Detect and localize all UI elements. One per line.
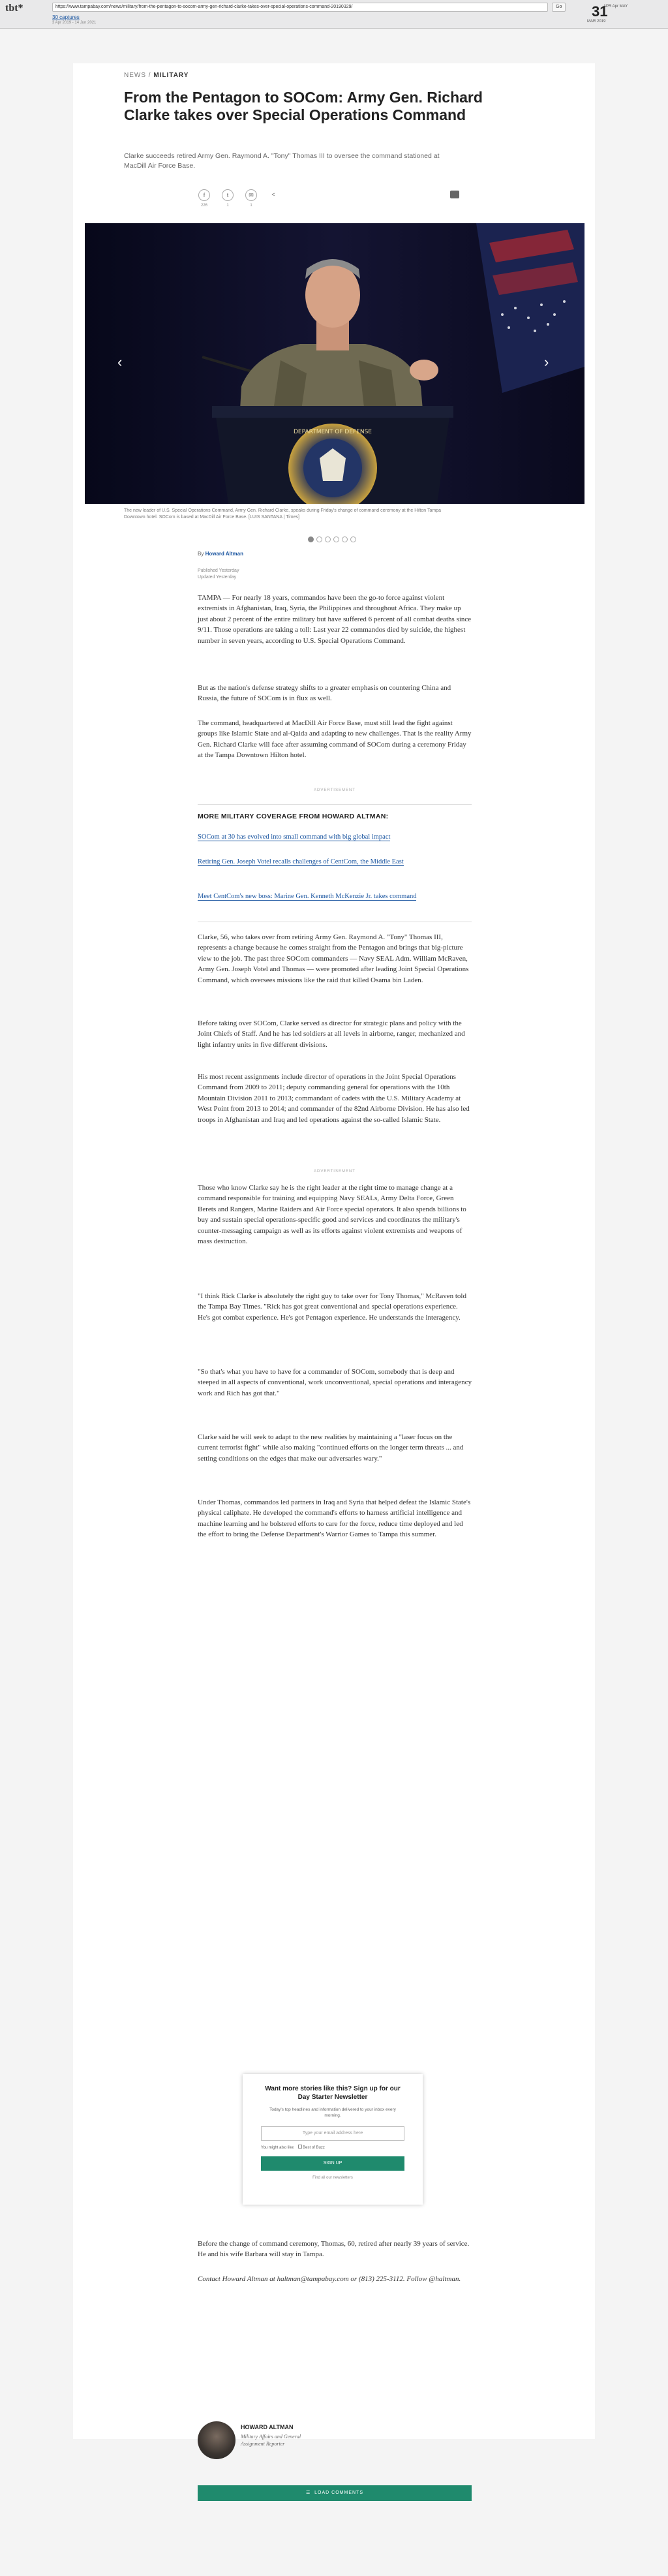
twitter-share[interactable] (221, 189, 234, 208)
breadcrumb: NEWS / MILITARY (124, 72, 189, 79)
option-value: Best of Buzz (303, 2146, 325, 2150)
newsletter-options (243, 2145, 423, 2150)
share-icon: < (271, 191, 275, 198)
article-paragraph: Before the change of command ceremony, Thomas, 60, retired after nearly 39 years of service. He and his wife Barbara will stay in Tampa. (198, 2240, 470, 2259)
slide-dot[interactable] (333, 536, 339, 542)
calendar-month-year: MAR 2019 (587, 20, 606, 23)
photo-caption: The new leader of U.S. Special Operations Command, Army Gen. Richard Clarke, speaks during Friday's change of command ceremony at the Hilton Tampa Downtown hotel. SOCom is based at MacDill Air Force Base. [LUIS SANTANA | Times] (124, 508, 441, 520)
article-paragraph: But as the nation's defense strategy shifts to a greater emphasis on countering China and Russia, the future of SOCom is in flux as well. (198, 684, 451, 703)
author-role: Military Affairs and General Assignment Reporter (241, 2434, 301, 2447)
link-text[interactable]: Retiring Gen. Joseph Votel recalls challenges of CentCom, the Middle East (198, 858, 404, 865)
twitter-count: 1 (226, 204, 229, 208)
captures-link[interactable]: 30 captures (52, 14, 80, 20)
facebook-icon: f (198, 189, 210, 201)
newsletter-signup (243, 2074, 423, 2205)
more-share[interactable] (267, 189, 280, 201)
archive-logo[interactable]: tbt* (5, 3, 23, 14)
capture-range: 3 Apr 2019 - 14 Jun 2021 (52, 21, 97, 25)
option-label: You might also like: (261, 2146, 295, 2150)
article-dek: Clarke succeeds retired Army Gen. Raymond A. "Tony" Thomas III to oversee the command stationed at MacDill Air Force Base. (124, 152, 440, 170)
publish-dates (198, 568, 239, 581)
link-text[interactable]: SOCom at 30 has evolved into small command with big global impact (198, 833, 391, 841)
article-paragraph: Before taking over SOCom, Clarke served as director for strategic plans and policy with the Joint Chiefs of Staff. And he has led soldiers at all levels in airborne, ranger, mechanized and light infantry units in five different divisions. (198, 1019, 465, 1049)
slide-dot[interactable] (308, 536, 314, 542)
twitter-icon: t (222, 189, 234, 201)
published-date: Published Yesterday (198, 568, 239, 573)
checkbox[interactable] (298, 2145, 302, 2149)
updated-date: Updated Yesterday (198, 575, 237, 580)
page-title: From the Pentagon to SOCom: Army Gen. Richard Clarke takes over Special Operations Command (124, 89, 483, 123)
email-count: 1 (250, 204, 252, 208)
facebook-share[interactable] (198, 189, 211, 208)
top-ad-strip (0, 29, 668, 62)
load-comments-label: LOAD COMMENTS (314, 2491, 363, 2495)
browser-toolbar (0, 0, 668, 29)
divider (198, 804, 472, 805)
slide-dot[interactable] (342, 536, 348, 542)
more-coverage-link[interactable] (198, 832, 472, 842)
more-coverage-link[interactable] (198, 857, 472, 867)
more-coverage-heading: MORE MILITARY COVERAGE FROM HOWARD ALTMAN: (198, 813, 389, 820)
signup-button[interactable]: SIGN UP (261, 2156, 404, 2171)
link-text[interactable]: Meet CentCom's new boss: Marine Gen. Kenneth McKenzie Jr. takes command (198, 893, 417, 900)
author-link[interactable]: Howard Altman (205, 551, 243, 557)
author-name[interactable]: HOWARD ALTMAN (241, 2424, 294, 2430)
facebook-count: 226 (200, 204, 207, 208)
ad-label: ADVERTISEMENT (314, 1170, 356, 1173)
podium-seal-text: DEPARTMENT OF DEFENSE (294, 429, 372, 435)
calendar-day[interactable]: 31 (592, 3, 608, 20)
comment-icon: ☰ (305, 2491, 311, 2495)
contact-line: Contact Howard Altman at haltman@tampabay.com or (813) 225-3112. Follow @haltman. (198, 2275, 461, 2283)
all-newsletters-link[interactable]: Find all our newsletters (312, 2176, 353, 2180)
breadcrumb-news[interactable]: NEWS (124, 72, 146, 79)
article-paragraph: The command, headquartered at MacDill Air Force Base, must still lead the fight against groups like Islamic State and al-Qaida and adapting to new challenges. That is the reality Army Gen. Richard Clarke will face after assuming command of SOCom during a ceremony Friday at the Tampa Downtown Hilton hotel. (198, 719, 472, 760)
load-comments-button[interactable] (198, 2485, 472, 2501)
byline-prefix: By (198, 551, 204, 557)
newsletter-desc: Today's top headlines and information delivered to your inbox every morning. (269, 2107, 396, 2118)
article-paragraph: Under Thomas, commandos led partners in Iraq and Syria that helped defeat the Islamic State's physical caliphate. He developed the command's efforts to harness artificial intelligence and machine learning and he bolstered efforts to care for the force, reduce time deployed and led the effort to bring the Defense Department's Warrior Games to Tampa this summer. (198, 1498, 471, 1539)
share-bar (198, 189, 472, 215)
photo-slideshow[interactable] (85, 223, 584, 504)
slide-dot[interactable] (325, 536, 331, 542)
breadcrumb-military[interactable]: MILITARY (153, 72, 189, 79)
article-paragraph: "So that's what you have to have for a commander of SOCom, somebody that is deep and steeped in all aspects of conventional, work unconventional, special operations and interagency work and Rich has got that." (198, 1368, 472, 1397)
slide-dot[interactable] (350, 536, 356, 542)
newsletter-heading: Want more stories like this? Sign up for our Day Starter Newsletter (265, 2085, 401, 2101)
comments-icon[interactable] (450, 191, 459, 198)
article-paragraph: TAMPA — For nearly 18 years, commandos have been the go-to force against violent extremists in Afghanistan, Iraq, Syria, the Philippines and throughout Africa. They make up just about 2 percent of the entire military but have suffered 6 percent of all combat deaths since 9/11. Those operations are taking a toll: Last year 22 commandos died by suicide, the highest number in seven years, according to U.S. Special Operations Command. (198, 594, 472, 645)
author-bio (198, 2421, 472, 2474)
photo-general-at-podium (85, 223, 584, 504)
slideshow-next-button[interactable]: › (544, 354, 549, 370)
article-paragraph: Clarke said he will seek to adapt to the new realities by maintaining a "laser focus on the current terrorist fight" while also making "continued efforts on the longer term threats ... and setting conditions on the edges that make our adversaries wary." (198, 1433, 464, 1463)
go-button[interactable]: Go (552, 3, 566, 12)
slideshow-dots (308, 534, 359, 546)
email-share[interactable] (245, 189, 258, 208)
slide-dot[interactable] (316, 536, 322, 542)
newsletter-email-input[interactable]: Type your email address here (261, 2126, 404, 2141)
article-paragraph: "I think Rick Clarke is absolutely the right guy to take over for Tony Thomas," McRaven told the Tampa Bay Times. "Rick has got great conventional and special operations experience. He's got combat experience. He's got Pentagon experience. He understands the interagency. (198, 1292, 466, 1322)
calendar-months[interactable]: APR Apr MAY (603, 5, 628, 8)
article-paragraph: Those who know Clarke say he is the right leader at the right time to manage change at a command responsible for training and equipping Navy SEALs, Army Delta Force, Green Berets and Rangers, Marine Raiders and Air Force special operators. It also spends billions to buy and sustain special operations-specific good and services and coordinates the military's counter-messaging campaign as well as its efforts against violent extremists and weapons of mass destruction. (198, 1184, 466, 1246)
byline (198, 551, 243, 557)
slideshow-prev-button[interactable]: ‹ (117, 354, 123, 370)
avatar (198, 2421, 235, 2459)
article-paragraph: Clarke, 56, who takes over from retiring Army Gen. Raymond A. "Tony" Thomas III, represents a change because he comes straight from the Pentagon and brings that big-picture view to the job. The past three SOCom commanders — Navy SEAL Adm. William McRaven, Army Gen. Joseph Votel and Thomas — were promoted after leading Joint Special Operations Command, which oversees missions like the raid that killed Osama bin Laden. (198, 933, 469, 984)
email-icon: ✉ (245, 189, 257, 201)
url-bar[interactable]: https://www.tampabay.com/news/military/from-the-pentagon-to-socom-army-gen-richard-clarke-takes-over-special-operations-command-20190329/ (52, 3, 548, 12)
ad-label: ADVERTISEMENT (314, 788, 356, 792)
article-paragraph: His most recent assignments include director of operations in the Joint Special Operations Command from 2009 to 2011; deputy commanding general for operations with the 10th Mountain Division 2011 to 2013; commandant of cadets with the U.S. Military Academy at West Point from 2013 to 2014; and commander of the 82nd Airborne Division. He has also led troops in Afghanistan and Iraq and led operations against the so-called Islamic State. (198, 1073, 470, 1124)
more-coverage-link[interactable] (198, 892, 472, 901)
